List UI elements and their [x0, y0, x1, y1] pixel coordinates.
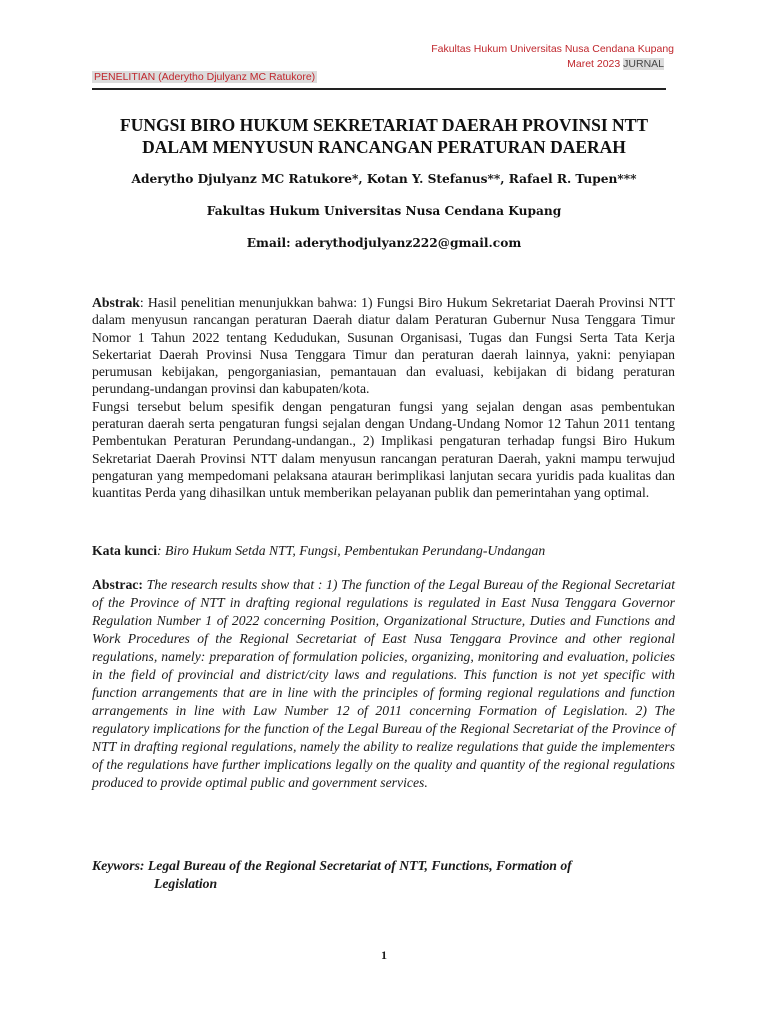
- page-number: 1: [381, 948, 387, 962]
- header-divider: [92, 88, 666, 90]
- title-line-1: FUNGSI BIRO HUKUM SEKRETARIAT DAERAH PROVINSI NTT: [120, 115, 648, 135]
- authors: Aderytho Djulyanz MC Ratukore*, Kotan Y. Stefanus**, Rafael R. Tupen***: [131, 172, 637, 186]
- header-institution: Fakultas Hukum Universitas Nusa Cendana Kupang: [431, 43, 674, 55]
- kata-kunci-text: : Biro Hukum Setda NTT, Fungsi, Pembentukan Perundang-Undangan: [157, 543, 546, 558]
- abstrac-text: The research results show that : 1) The function of the Legal Bureau of the Regional Secretariat of the Province of NTT in drafting regional regulations is regulated in East Nusa Tenggara Governor Regulation Number 1 of 2022 concerning Position, Organizational Structure, Duties and Functions and Work Procedures of the Regional Secretariat of East Nusa Tenggara Province and other regional regulations, namely: preparation of formulation policies, organizing, monitoring and evaluation, policies in the field of provincial and district/city laws and regulations. This function is not yet specific with function arrangements that are in line with the principles of forming regional regulations and function arrangements in line with Law Number 12 of 2011 concerning Formation of Legislation. 2) The regulatory implications for the function of the Legal Bureau of the Regional Secretariat of the Province of NTT in drafting regional regulations, namely the ability to realize regulations that guide the implementers of the regulations have further implications legally on the quality and quantity of the regional regulations produced to provide optimal public and government services.: [92, 577, 675, 790]
- abstrak-label: Abstrak: [92, 295, 140, 310]
- abstrak-text-2: Fungsi tersebut belum spesifik dengan pengaturan fungsi yang sejalan dengan asas pembentukan peraturan daerah serta pengaturan fungsi sejalan dengan Undang-Undang Nomor 12 Tahun 2011 tentang Pembentukan Peraturan Perundang-undangan., 2) Implikasi pengaturan terhadap fungsi Biro Hukum Sekretariat Daerah Provinsi NTT dalam menyusun rancangan peraturan Daerah, yakni mampu terwujud pengaturan yang mempedomani pelaksana ataurан berimplikasi lanjutan secara yuridis pada kualitas dan kuantitas Perda yang dihasilkan untuk memberikan pelayanan publik dan pemerintahan yang optimal.: [92, 398, 675, 501]
- running-header: [431, 42, 674, 72]
- kata-kunci-label: Kata kunci: [92, 543, 158, 558]
- header-date-line: [431, 57, 664, 72]
- abstrak-paragraph: [92, 294, 675, 502]
- paper-title: [92, 114, 676, 158]
- abstrak-text: : Hasil penelitian menunjukkan bahwa: 1) Fungsi Biro Hukum Sekretariat Daerah Provinsi NTT dalam menyusun rancangan peraturan Daerah diatur dalam Peraturan Gubernur Nusa Tenggara Timur Nomor 1 Tahun 2022 tentang Kedudukan, Susunan Organisasi, Tugas dan Fungsi Serta Tata Kerja Sekertariat Daerah Provinsi Nusa Tenggara Timur dan peraturan daerah lainnya, yakni: penyiapan perumusan kebijakan, pengorganiasian, pemantauan dan evaluasi, kebijakan di bidang peraturan perundang-undangan provinsi dan kabupaten/kota.: [92, 295, 675, 397]
- email: Email: aderythodjulyanz222@gmail.com: [246, 236, 522, 250]
- keywords-line-2: Legislation: [154, 876, 218, 891]
- abstrac-label: Abstrac:: [92, 577, 143, 592]
- header-date: Maret 2023: [567, 58, 621, 70]
- keywords-line-1: : Legal Bureau of the Regional Secretariat of NTT, Functions, Formation of: [139, 858, 572, 873]
- header-section: PENELITIAN (Aderytho Djulyanz MC Ratukore): [94, 71, 316, 83]
- kata-kunci: [92, 542, 675, 559]
- keywords: [92, 857, 675, 893]
- keywords-label: Keywors: [92, 858, 140, 873]
- abstrac-paragraph: [92, 576, 675, 792]
- title-line-2: DALAM MENYUSUN RANCANGAN PERATURAN DAERAH: [142, 137, 626, 157]
- affiliation: Fakultas Hukum Universitas Nusa Cendana Kupang: [206, 204, 562, 218]
- header-journal: JURNAL: [623, 58, 664, 70]
